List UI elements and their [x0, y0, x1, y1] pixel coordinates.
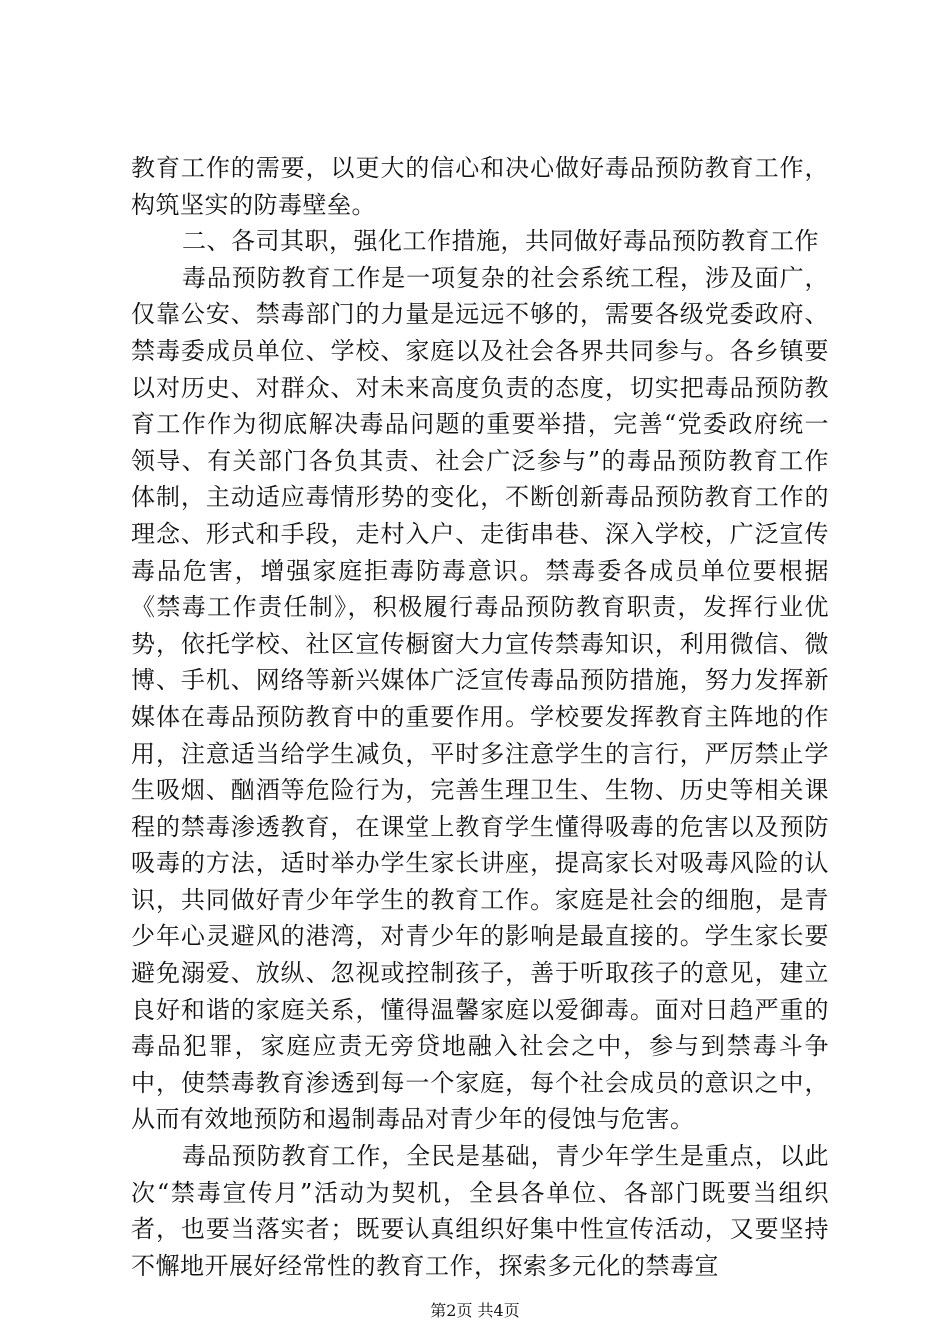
paragraph-body-2: 毒品预防教育工作，全民是基础，青少年学生是重点，以此次“禁毒宣传月”活动为契机，全县各单位、各部门既要当组织者，也要当落实者；既要认真组织好集中性宣传活动，又要坚持不懈地开展好经常性的教育工作，探索多元化的禁毒宣	[131, 1142, 829, 1280]
page-number-label: 第2页 共4页	[430, 1301, 520, 1320]
paragraph-body-1: 毒品预防教育工作是一项复杂的社会系统工程，涉及面广，仅靠公安、禁毒部门的力量是远远不够的，需要各级党委政府、禁毒委成员单位、学校、家庭以及社会各界共同参与。各乡镇要以对历史、对群众、对未来高度负责的态度，切实把毒品预防教育工作作为彻底解决毒品问题的重要举措，完善“党委政府统一领导、有关部门各负其责、社会广泛参与”的毒品预防教育工作体制，主动适应毒情形势的变化，不断创新毒品预防教育工作的理念、形式和手段，走村入户、走街串巷、深入学校，广泛宣传毒品危害，增强家庭拒毒防毒意识。禁毒委各成员单位要根据《禁毒工作责任制》，积极履行毒品预防教育职责，发挥行业优势，依托学校、社区宣传橱窗大力宣传禁毒知识，利用微信、微博、手机、网络等新兴媒体广泛宣传毒品预防措施，努力发挥新媒体在毒品预防教育中的重要作用。学校要发挥教育主阵地的作用，注意适当给学生减负，平时多注意学生的言行，严厉禁止学生吸烟、酗酒等危险行为，完善生理卫生、生物、历史等相关课程的禁毒渗透教育，在课堂上教育学生懂得吸毒的危害以及预防吸毒的方法，适时举办学生家长讲座，提高家长对吸毒风险的认识，共同做好青少年学生的教育工作。家庭是社会的细胞，是青少年心灵避风的港湾，对青少年的影响是最直接的。学生家长要避免溺爱、放纵、忽视或控制孩子，善于听取孩子的意见，建立良好和谐的家庭关系，懂得温馨家庭以爱御毒。面对日趋严重的毒品犯罪，家庭应责无旁贷地融入社会之中，参与到禁毒斗争中，使禁毒教育渗透到每一个家庭，每个社会成员的意识之中，从而有效地预防和遏制毒品对青少年的侵蚀与危害。	[131, 263, 829, 1134]
page-footer	[0, 1301, 950, 1321]
body-text	[131, 150, 829, 1284]
paragraph-continuation: 教育工作的需要，以更大的信心和决心做好毒品预防教育工作，构筑坚实的防毒壁垒。	[131, 154, 829, 219]
section-heading: 二、各司其职，强化工作措施，共同做好毒品预防教育工作	[182, 227, 819, 256]
